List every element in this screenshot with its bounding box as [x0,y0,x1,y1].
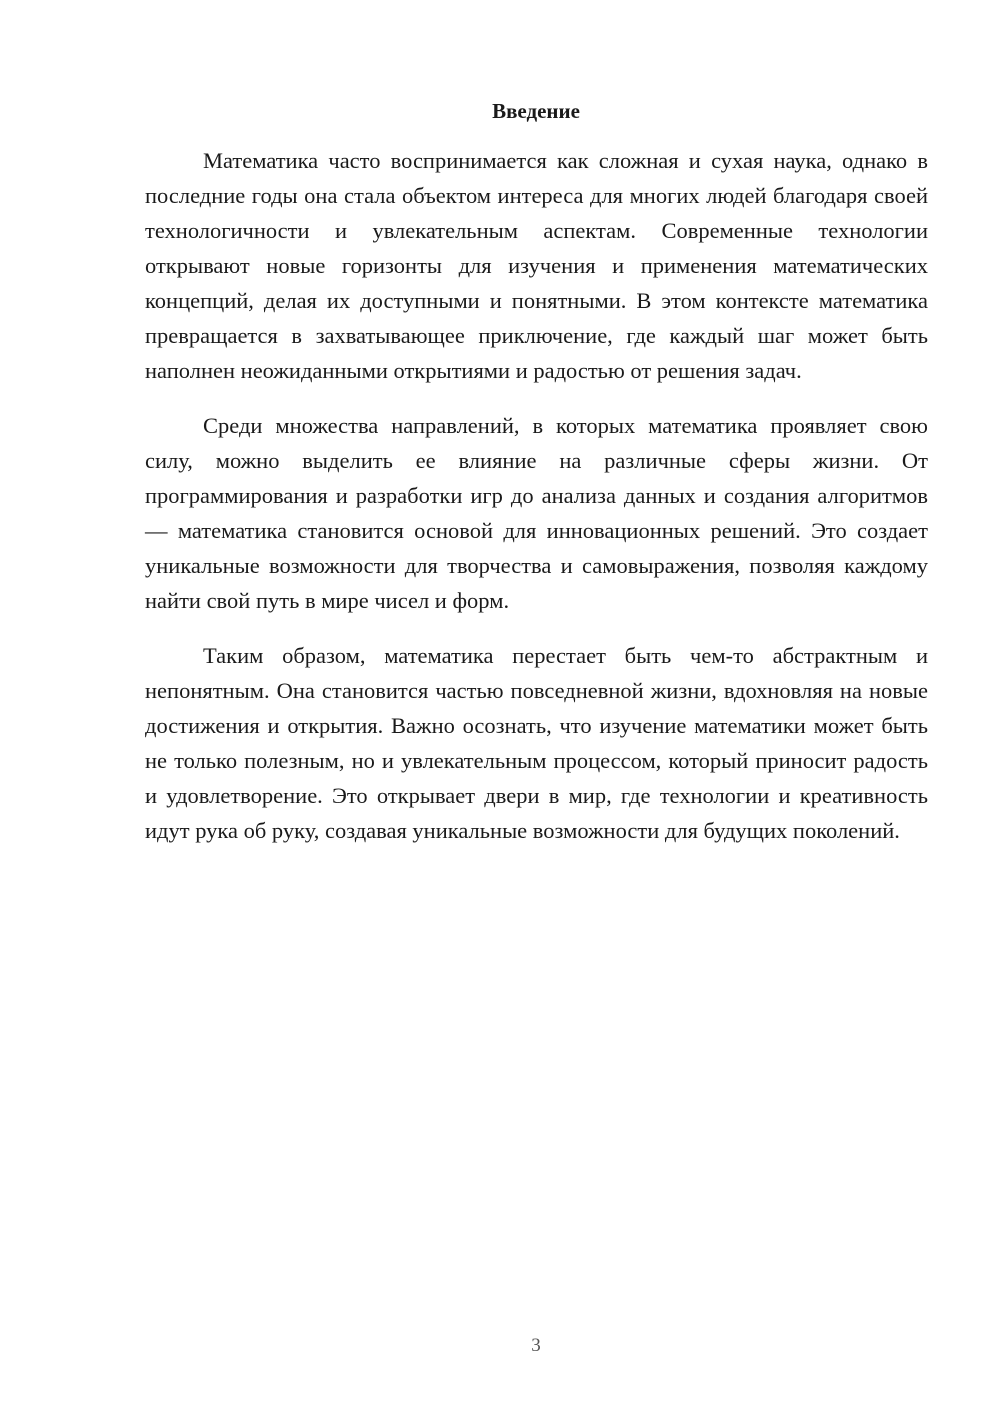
paragraph-1: Математика часто воспринимается как сложная и сухая наука, однако в последние годы она стала объектом интереса для многих людей благодаря своей технологичности и увлекательным аспектам. Современные технологии открывают новые горизонты для изучения и применения математических концепций, делая их доступными и понятными. В этом контексте математика превращается в захватывающее приключение, где каждый шаг может быть наполнен неожиданными открытиями и радостью от решения задач. [145,148,928,383]
page-number: 3 [531,1335,541,1356]
body-text [145,143,928,868]
paragraph-2: Среди множества направлений, в которых математика проявляет свою силу, можно выделить ее влияние на различные сферы жизни. От программирования и разработки игр до анализа данных и создания алгоритмов — математика становится основой для инновационных решений. Это создает уникальные возможности для творчества и самовыражения, позволяя каждому найти свой путь в мире чисел и форм. [145,413,928,613]
section-heading: Введение [492,99,580,123]
paragraph-3: Таким образом, математика перестает быть чем-то абстрактным и непонятным. Она становится частью повседневной жизни, вдохновляя на новые достижения и открытия. Важно осознать, что изучение математики может быть не только полезным, но и увлекательным процессом, который приносит радость и удовлетворение. Это открывает двери в мир, где технологии и креативность идут рука об руку, создавая уникальные возможности для будущих поколений. [145,643,928,843]
